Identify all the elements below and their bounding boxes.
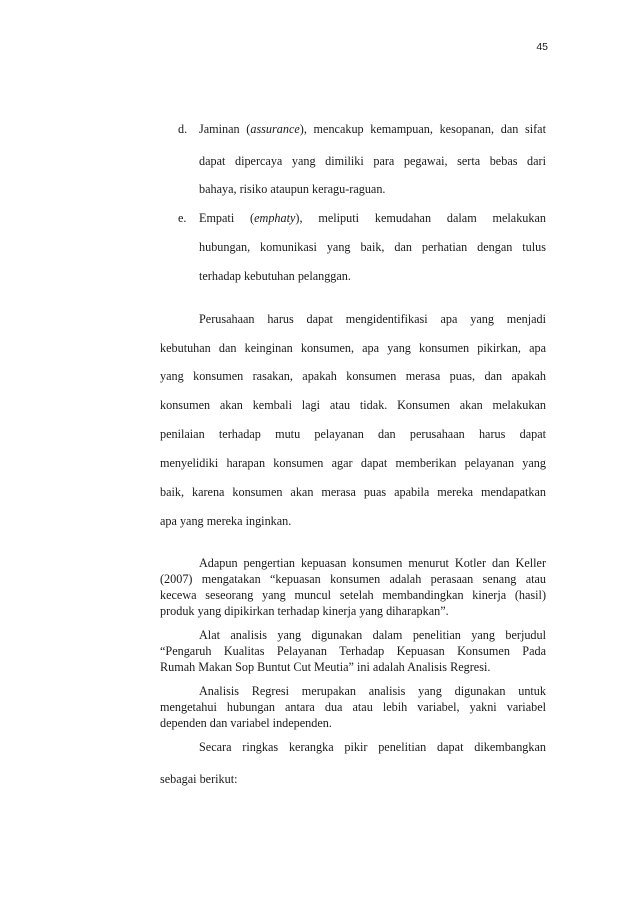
paragraph-line: sebagai berikut:: [160, 772, 238, 786]
paragraph-line: kecewa seseorang yang muncul setelah membandingkan kinerja (hasil): [160, 588, 546, 602]
paragraph-line: produk yang dipikirkan terhadap kinerja yang diharapkan”.: [160, 604, 449, 618]
paragraph-line: Adapun pengertian kepuasan konsumen menurut Kotler dan Keller: [199, 556, 546, 570]
list-line: Empati (emphaty), meliputi kemudahan dalam melakukan: [199, 211, 546, 225]
paragraph-line: Analisis Regresi merupakan analisis yang digunakan untuk: [199, 684, 546, 698]
list-marker: e.: [178, 211, 187, 225]
paragraph-line: menyelidiki harapan konsumen agar dapat memberikan pelayanan yang: [160, 456, 546, 470]
paragraph-line: Rumah Makan Sop Buntut Cut Meutia” ini adalah Analisis Regresi.: [160, 660, 491, 674]
paragraph-line: Secara ringkas kerangka pikir penelitian dapat dikembangkan: [199, 740, 546, 754]
list-line: terhadap kebutuhan pelanggan.: [199, 269, 351, 283]
paragraph-line: konsumen akan kembali lagi atau tidak. Konsumen akan melakukan: [160, 398, 546, 412]
paragraph-line: dependen dan variabel independen.: [160, 716, 332, 730]
list-line: hubungan, komunikasi yang baik, dan perhatian dengan tulus: [199, 240, 546, 254]
paragraph-line: mengetahui hubungan antara dua atau lebih variabel, yakni variabel: [160, 700, 546, 714]
paragraph-line: kebutuhan dan keinginan konsumen, apa yang konsumen pikirkan, apa: [160, 341, 546, 355]
list-line: Jaminan (assurance), mencakup kemampuan, kesopanan, dan sifat: [199, 122, 546, 136]
paragraph-line: baik, karena konsumen akan merasa puas apabila mereka mendapatkan: [160, 485, 546, 499]
paragraph-line: yang konsumen rasakan, apakah konsumen merasa puas, dan apakah: [160, 369, 546, 383]
paragraph-line: penilaian terhadap mutu pelayanan dan perusahaan harus dapat: [160, 427, 546, 441]
list-marker: d.: [178, 122, 188, 136]
paragraph-line: Perusahaan harus dapat mengidentifikasi apa yang menjadi: [199, 312, 546, 326]
paragraph-line: apa yang mereka inginkan.: [160, 514, 292, 528]
paragraph-line: Alat analisis yang digunakan dalam penelitian yang berjudul: [199, 628, 546, 642]
paragraph-line: “Pengaruh Kualitas Pelayanan Terhadap Kepuasan Konsumen Pada: [160, 644, 546, 658]
page-number: 45: [536, 41, 548, 53]
list-line: dapat dipercaya yang dimiliki para pegawai, serta bebas dari: [199, 154, 546, 168]
list-line: bahaya, risiko ataupun keragu-raguan.: [199, 182, 386, 196]
paragraph-line: (2007) mengatakan “kepuasan konsumen adalah perasaan senang atau: [160, 572, 546, 586]
